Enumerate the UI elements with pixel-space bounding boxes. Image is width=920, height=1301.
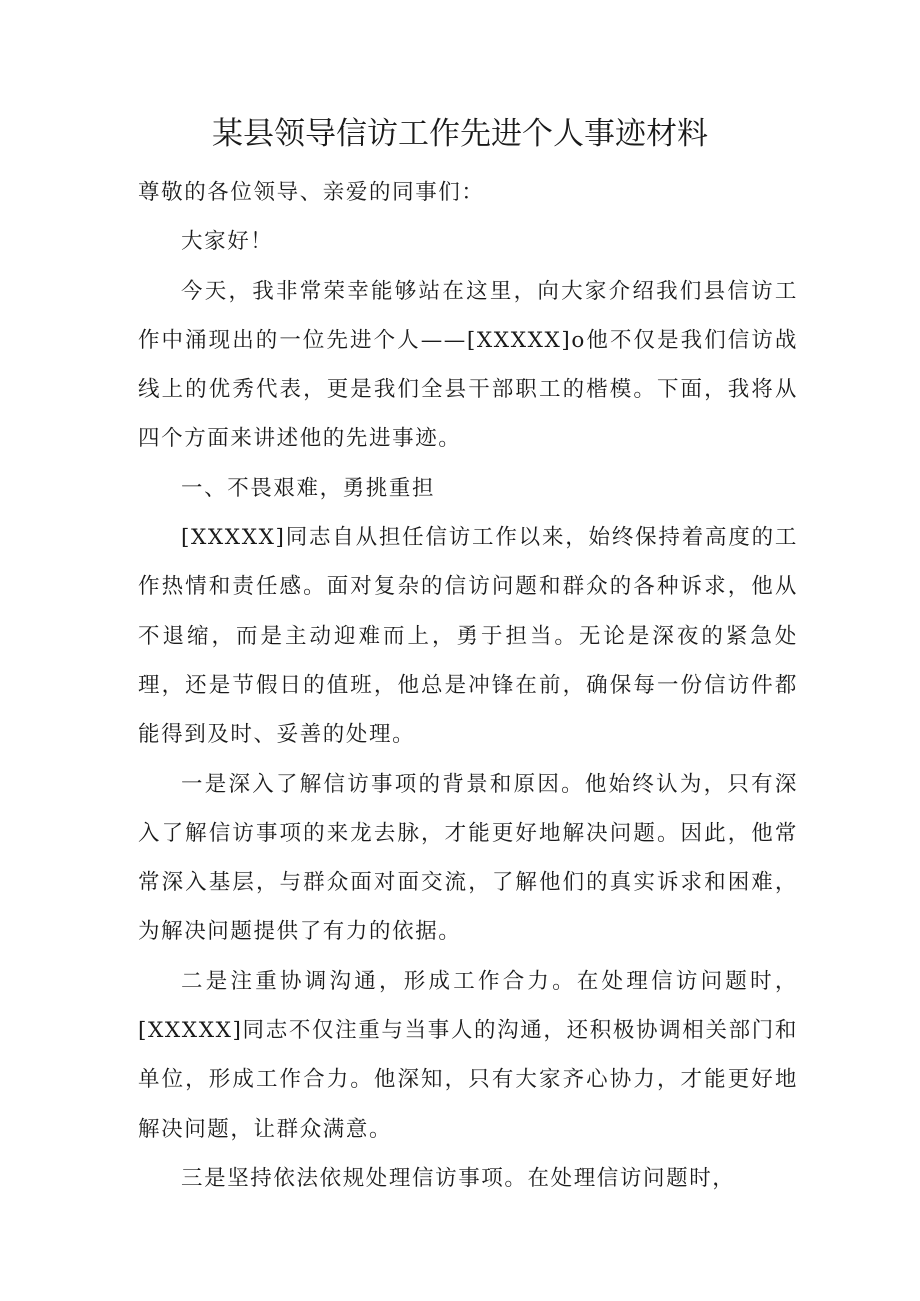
paragraph-greeting: 大家好！: [181, 229, 274, 255]
paragraph-point-2: 二是注重协调沟通，形成工作合力。在处理信访问题时，[XXXXX]同志不仅注重与当事人的沟通，还积极协调相关部门和单位，形成工作合力。他深知，只有大家齐心协力，才能更好地解决问题，让群众满意。: [138, 968, 798, 1142]
document-body: [138, 168, 798, 1203]
paragraph-point-1: 一是深入了解信访事项的背景和原因。他始终认为，只有深入了解信访事项的来龙去脉，才能更好地解决问题。因此，他常常深入基层，与群众面对面交流，了解他们的真实诉求和困难，为解决问题提供了有力的依据。: [138, 771, 798, 945]
paragraph-section-1: [XXXXX]同志自从担任信访工作以来，始终保持着高度的工作热情和责任感。面对复杂的信访问题和群众的各种诉求，他从不退缩，而是主动迎难而上，勇于担当。无论是深夜的紧急处理，还是节假日的值班，他总是冲锋在前，确保每一份信访件都能得到及时、妥善的处理。: [138, 525, 798, 748]
document-title: 某县领导信访工作先进个人事迹材料: [212, 116, 708, 152]
paragraph-point-3: 三是坚持依法依规处理信访事项。在处理信访问题时，: [181, 1165, 736, 1191]
section-heading: 一、不畏艰难，勇挑重担: [181, 475, 436, 501]
salutation: 尊敬的各位领导、亲爱的同事们：: [138, 180, 485, 205]
paragraph-introduction: 今天，我非常荣幸能够站在这里，向大家介绍我们县信访工作中涌现出的一位先进个人——[XXXXX]o他不仅是我们信访战线上的优秀代表，更是我们全县干部职工的楷模。下面，我将从四个方面来讲述他的先进事迹。: [138, 278, 798, 452]
